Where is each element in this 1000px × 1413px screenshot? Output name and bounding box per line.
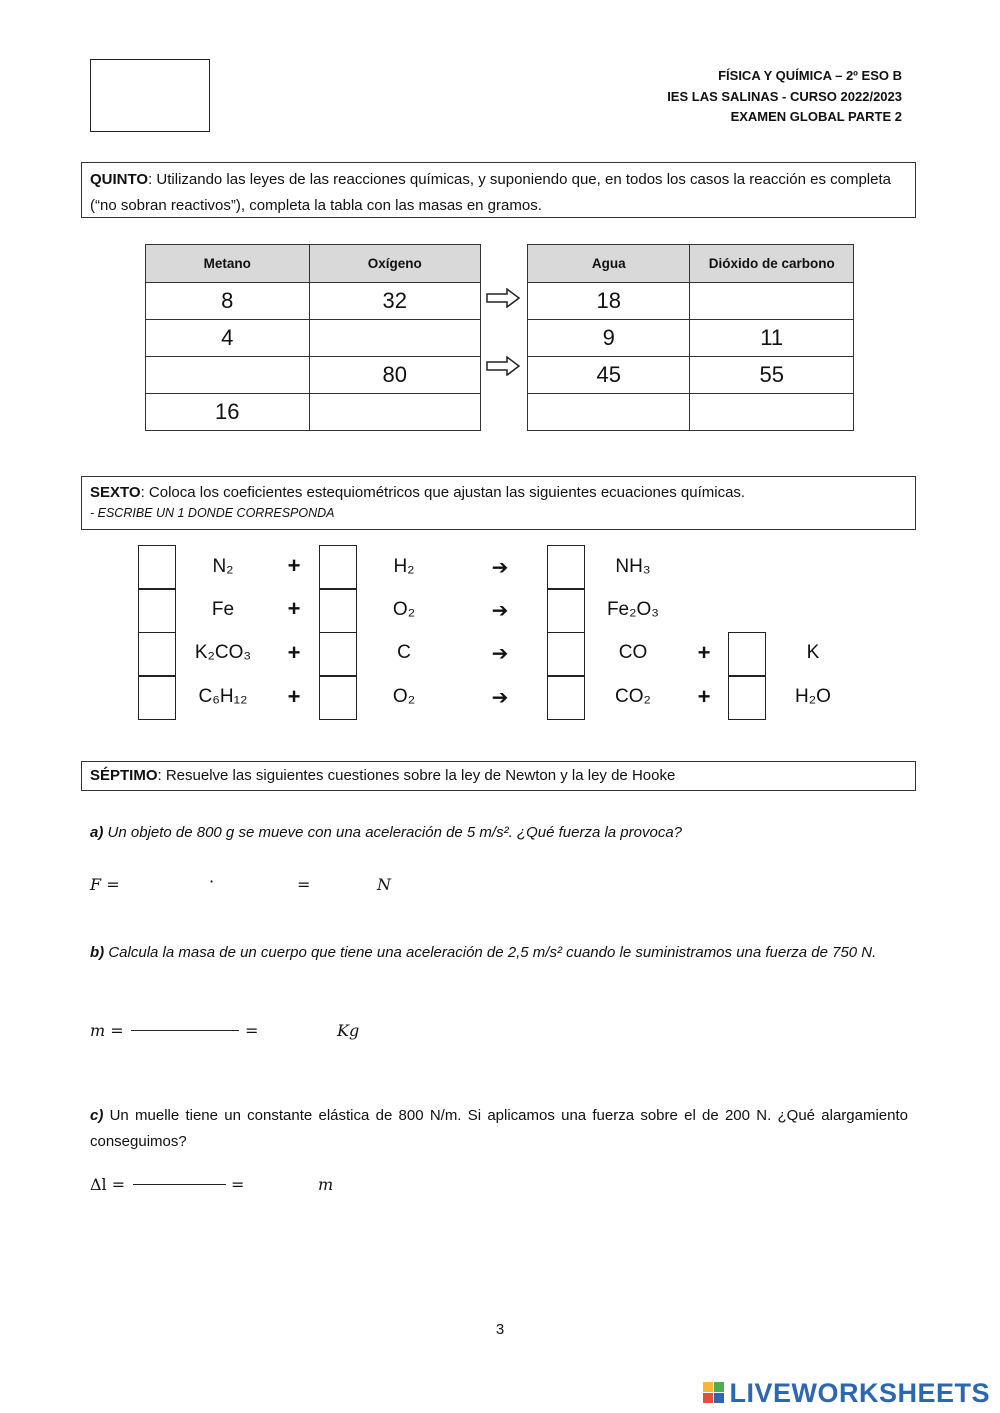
cell-metano: 16: [146, 394, 310, 431]
cell-oxigeno: 32: [309, 283, 481, 320]
coefficient-input[interactable]: [547, 632, 585, 676]
exam-header: [667, 66, 902, 128]
header-oxigeno: Oxígeno: [309, 245, 481, 283]
plus-sign: +: [287, 553, 301, 578]
force-answer-input[interactable]: [316, 872, 371, 896]
header-metano: Metano: [146, 245, 310, 283]
question-c-label: c): [90, 1107, 104, 1124]
numerator-input[interactable]: [131, 1004, 239, 1026]
reaction-arrow-icon: ➔: [491, 557, 509, 579]
quinto-label: QUINTO: [90, 171, 149, 188]
multiply-dot: ·: [209, 872, 215, 891]
elongation-lhs: Δl =: [90, 1175, 126, 1194]
plus-sign: +: [287, 684, 301, 709]
cell-co2: 11: [690, 320, 854, 357]
mass-answer-input[interactable]: [133, 872, 203, 896]
equals-sign: =: [231, 1175, 245, 1194]
cell-agua: 45: [528, 357, 690, 394]
question-a-text: Un objeto de 800 g se mueve con una aceleración de 5 m/s². ¿Qué fuerza la provoca?: [103, 824, 683, 841]
sexto-instruction: - ESCRIBE UN 1 DONDE CORRESPONDA: [90, 506, 335, 520]
septimo-text: : Resuelve las siguientes cuestiones sobre la ley de Newton y la ley de Hooke: [157, 767, 676, 784]
force-unit: N: [377, 875, 391, 894]
reactant-2: O₂: [392, 599, 416, 620]
product-1: Fe₂O₃: [606, 599, 660, 620]
reactant-1: K₂CO₃: [194, 642, 252, 663]
coefficient-input[interactable]: [547, 545, 585, 589]
arrow-right-icon: [486, 288, 520, 308]
plus-sign: +: [697, 684, 711, 709]
coefficient-input[interactable]: [138, 632, 176, 676]
fraction-line: [133, 1184, 226, 1185]
septimo-prompt: [81, 761, 916, 791]
coefficient-input[interactable]: [138, 676, 176, 720]
header-dioxido-carbono: Dióxido de carbono: [690, 245, 854, 283]
reactant-2: C: [397, 642, 411, 663]
fraction-line: [131, 1030, 239, 1031]
coefficient-input[interactable]: [138, 589, 176, 633]
reactant-1: C₆H₁₂: [198, 686, 248, 707]
cell-metano: 8: [146, 283, 310, 320]
plus-sign: +: [287, 640, 301, 665]
question-c: [90, 1103, 908, 1155]
coefficient-input[interactable]: [728, 676, 766, 720]
cell-co2-input[interactable]: [690, 394, 854, 431]
reactants-table: [145, 244, 481, 431]
septimo-label: SÉPTIMO: [90, 767, 158, 784]
product-2: K: [806, 642, 820, 663]
reaction-arrow-icon: ➔: [491, 687, 509, 709]
plus-sign: +: [697, 640, 711, 665]
denominator-input[interactable]: [131, 1034, 239, 1056]
header-line-1: FÍSICA Y QUÍMICA – 2º ESO B: [718, 68, 902, 83]
mass-lhs: m =: [90, 1021, 124, 1040]
length-unit: m: [318, 1175, 334, 1194]
numerator-input[interactable]: [133, 1158, 226, 1180]
elongation-answer-input[interactable]: [250, 1172, 310, 1196]
liveworksheets-icon: [703, 1382, 725, 1404]
cell-agua: 18: [528, 283, 690, 320]
quinto-prompt: [81, 162, 916, 218]
denominator-input[interactable]: [133, 1188, 226, 1210]
reaction-arrow-icon: ➔: [491, 643, 509, 665]
products-table: [527, 244, 854, 431]
arrow-right-icon: [486, 356, 520, 376]
reactant-2: H₂: [393, 556, 415, 577]
page-number: 3: [495, 1321, 505, 1338]
reaction-arrow-icon: ➔: [491, 600, 509, 622]
question-b-label: b): [90, 944, 105, 961]
sexto-prompt: [81, 476, 916, 530]
reactant-1: N₂: [212, 556, 234, 577]
question-c-text: Un muelle tiene un constante elástica de 800 N/m. Si aplicamos una fuerza sobre el de 200 N. ¿Qué alargamiento conseguimos?: [90, 1107, 908, 1150]
question-b: [90, 940, 908, 966]
cell-oxigeno: 80: [309, 357, 481, 394]
force-lhs: F =: [90, 875, 120, 894]
product-1: NH₃: [615, 556, 651, 577]
liveworksheets-text: LIVEWORKSHEETS: [729, 1378, 990, 1408]
sexto-text: : Coloca los coeficientes estequiométricos que ajustan las siguientes ecuaciones químicas.: [140, 484, 746, 501]
coefficient-input[interactable]: [319, 589, 357, 633]
cell-agua-input[interactable]: [528, 394, 690, 431]
cell-co2: 55: [690, 357, 854, 394]
cell-metano-input[interactable]: [146, 357, 310, 394]
coefficient-input[interactable]: [728, 632, 766, 676]
product-1: CO₂: [615, 686, 651, 707]
question-a-label: a): [90, 824, 104, 841]
cell-metano: 4: [146, 320, 310, 357]
cell-agua: 9: [528, 320, 690, 357]
mass-answer-input[interactable]: [265, 1018, 330, 1042]
header-line-3: EXAMEN GLOBAL PARTE 2: [730, 109, 902, 124]
plus-sign: +: [287, 596, 301, 621]
coefficient-input[interactable]: [319, 632, 357, 676]
question-a: [90, 820, 908, 846]
cell-oxigeno-input[interactable]: [309, 394, 481, 431]
product-2: H₂O: [795, 686, 831, 707]
reactant-2: O₂: [392, 686, 416, 707]
quinto-text: : Utilizando las leyes de las reacciones químicas, y suponiendo que, en todos los casos la reacción es completa (“no sobran reactivos”), completa la tabla con las masas en gramos.: [90, 171, 891, 214]
coefficient-input[interactable]: [319, 676, 357, 720]
mass-unit: Kg: [337, 1021, 360, 1040]
cell-oxigeno-input[interactable]: [309, 320, 481, 357]
coefficient-input[interactable]: [319, 545, 357, 589]
cell-co2-input[interactable]: [690, 283, 854, 320]
question-b-text: Calcula la masa de un cuerpo que tiene una aceleración de 2,5 m/s² cuando le suministramos una fuerza de 750 N.: [104, 944, 877, 961]
liveworksheets-logo: [703, 1378, 990, 1409]
coefficient-input[interactable]: [547, 676, 585, 720]
product-1: CO: [618, 642, 648, 663]
coefficient-input[interactable]: [547, 589, 585, 633]
equals-sign: =: [297, 875, 311, 894]
header-line-2: IES LAS SALINAS - CURSO 2022/2023: [667, 88, 902, 104]
coefficient-input[interactable]: [138, 545, 176, 589]
reactant-1: Fe: [211, 599, 235, 620]
header-agua: Agua: [528, 245, 690, 283]
sexto-label: SEXTO: [90, 484, 141, 501]
logo-placeholder: [90, 59, 210, 132]
acceleration-answer-input[interactable]: [222, 872, 292, 896]
equals-sign: =: [245, 1021, 259, 1040]
